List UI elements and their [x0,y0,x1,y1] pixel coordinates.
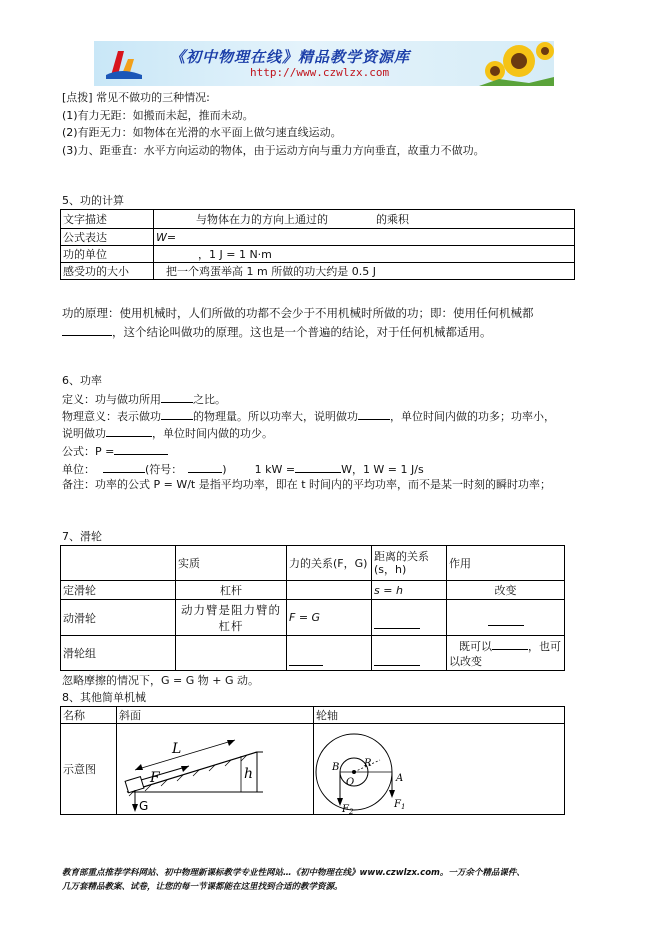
row-label: 滑轮组 [61,636,176,671]
machine-table [60,706,565,815]
cell [447,636,565,671]
unit-text-b: (符号： [145,463,183,476]
tips-item: (3)力、距垂直：水平方向运动的物体，由于运动方向与重力方向垂直，故重力不做功。 [62,144,485,157]
row-value [154,246,575,263]
cell: s = h [372,581,447,600]
footer-line-2: 几万套精品教案、试卷，让您的每一节课都能在这里找到合适的教学资源。 [62,882,343,892]
principle-line-2 [62,324,492,339]
label-R: R [364,758,372,769]
row-label: 文字描述 [61,210,154,229]
blank[interactable] [114,443,168,455]
unit-text-d: 1 kW = [254,463,296,476]
section-6-title: 6、功率 [62,374,102,387]
page-footer [62,866,602,894]
section-5-title: 5、功的计算 [62,194,124,207]
effect-text-a: 既可以 [459,639,492,653]
blank[interactable] [289,654,323,666]
incline-cell [117,724,314,815]
blank[interactable] [161,391,193,403]
label-O: O [346,777,355,788]
row-value: W= [154,229,575,246]
incline-diagram [117,724,313,814]
meaning2-text-b: ，单位时间内做的功少。 [152,427,273,440]
desc-text-b: 的乘积 [376,213,409,226]
def-text-a: 定义：功与做功所用 [62,393,161,406]
tips-heading-text: 常见不做功的三种情况: [96,91,210,104]
cell: F = G [287,600,372,636]
meaning2-text-a: 说明做功 [62,427,106,440]
table-row [61,581,565,600]
meaning-text-c: ，单位时间内做的功多；功率小， [390,410,555,423]
table-row [61,546,565,581]
desc-text-a: 与物体在力的方向上通过的 [196,213,328,226]
blank[interactable] [103,461,145,473]
blank[interactable] [106,425,152,437]
table-row [61,229,575,246]
table-row [61,724,565,815]
table-row [61,707,565,724]
tips-heading [62,91,210,105]
cell [372,636,447,671]
table-row [61,263,575,280]
cell: 改变 [447,581,565,600]
label-F1: $F_1$ [394,799,406,811]
label-L: L [172,741,182,757]
label-h: h [244,766,254,782]
cell: 动力臂是阻力臂的杠杆 [176,600,287,636]
tips-label: [点拨] [62,91,93,104]
cell [372,600,447,636]
site-logo-icon [102,45,146,83]
cell: 杠杆 [176,581,287,600]
pulley-note: 忽略摩擦的情况下，G = G 物 + G 动。 [62,674,259,687]
banner-title: 《初中物理在线》精品教学资源库 [170,48,411,66]
label-B: B [332,762,340,773]
power-definition [62,391,226,407]
row-label: 感受功的大小 [61,263,154,280]
header-cell: 距离的关系(s，h) [372,546,447,581]
section-8-title: 8、其他简单机械 [62,691,146,704]
unit-text-a: 单位： [62,463,95,476]
power-meaning [62,408,555,424]
pulley-table [60,545,565,671]
row-value [154,210,575,229]
blank[interactable] [295,461,341,473]
label-A: A [396,773,404,784]
banner-url[interactable]: http://www.czwlzx.com [250,66,390,79]
header-cell: 实质 [176,546,287,581]
header-cell: 作用 [447,546,565,581]
wheel-axle-diagram [314,724,564,814]
effect-text-b: ，也可 [528,639,561,653]
header-cell: 斜面 [117,707,314,724]
effect-text-c: 以改变 [449,654,482,668]
power-meaning-2 [62,425,273,441]
row-label: 动滑轮 [61,600,176,636]
label-F: F [150,770,160,786]
cell [287,636,372,671]
work-table [60,209,575,280]
table-row [61,210,575,229]
row-label: 公式表达 [61,229,154,246]
header-cell: 名称 [61,707,117,724]
unit-text-c: ) [222,463,227,476]
footer-line-1: 教育部重点推荐学科网站、初中物理新课标教学专业性网站…《初中物理在线》www.czwlzx.com。一万余个精品课件、 [62,868,525,878]
blank[interactable] [62,324,112,336]
row-label: 示意图 [61,724,117,815]
principle-line-1: 功的原理：使用机械时，人们所做的功都不会少于不用机械时所做的功；即：使用任何机械都 [62,306,534,320]
blank[interactable] [188,461,222,473]
row-value [154,263,575,280]
cell [287,581,372,600]
table-row [61,246,575,263]
header-cell: 轮轴 [314,707,565,724]
header-cell: 力的关系(F，G) [287,546,372,581]
tips-item: (1)有力无距：如搬而未起，推而未动。 [62,109,254,122]
table-row [61,600,565,636]
formula-text: 公式：P = [62,445,115,458]
blank[interactable] [374,617,420,629]
principle-text: ，这个结论叫做功的原理。这也是一个普遍的结论，对于任何机械都适用。 [112,325,492,339]
tips-item: (2)有距无力：如物体在光滑的水平面上做匀速直线运动。 [62,126,342,139]
blank[interactable] [161,408,193,420]
sunflower-icon [479,41,554,86]
table-row [61,636,565,671]
cell [176,636,287,671]
cell [447,600,565,636]
label-F2: $F_2$ [342,804,354,814]
power-units [62,461,424,477]
blank[interactable] [488,614,524,626]
label-G: G [139,799,149,813]
meaning-text-b: 的物理量。所以功率大，说明做功 [193,410,358,423]
blank[interactable] [492,638,528,650]
power-note: 备注：功率的公式 P = W/t 是指平均功率，即在 t 时间内的平均功率，而不是某一时刻的瞬时功率； [62,478,552,491]
def-text-b: 之比。 [193,393,226,406]
row-label: 定滑轮 [61,581,176,600]
header-cell [61,546,176,581]
unit-text-e: W，1 W = 1 J/s [341,463,424,476]
row-label: 功的单位 [61,246,154,263]
power-formula [62,443,168,459]
wheel-cell [314,724,565,815]
feel-text: 把一个鸡蛋举高 1 m 所做的功大约是 0.5 J [166,265,376,278]
unit-text: ，1 J = 1 N·m [198,248,272,261]
blank[interactable] [374,654,420,666]
blank[interactable] [358,408,390,420]
meaning-text-a: 物理意义：表示做功 [62,410,161,423]
section-7-title: 7、滑轮 [62,530,102,543]
